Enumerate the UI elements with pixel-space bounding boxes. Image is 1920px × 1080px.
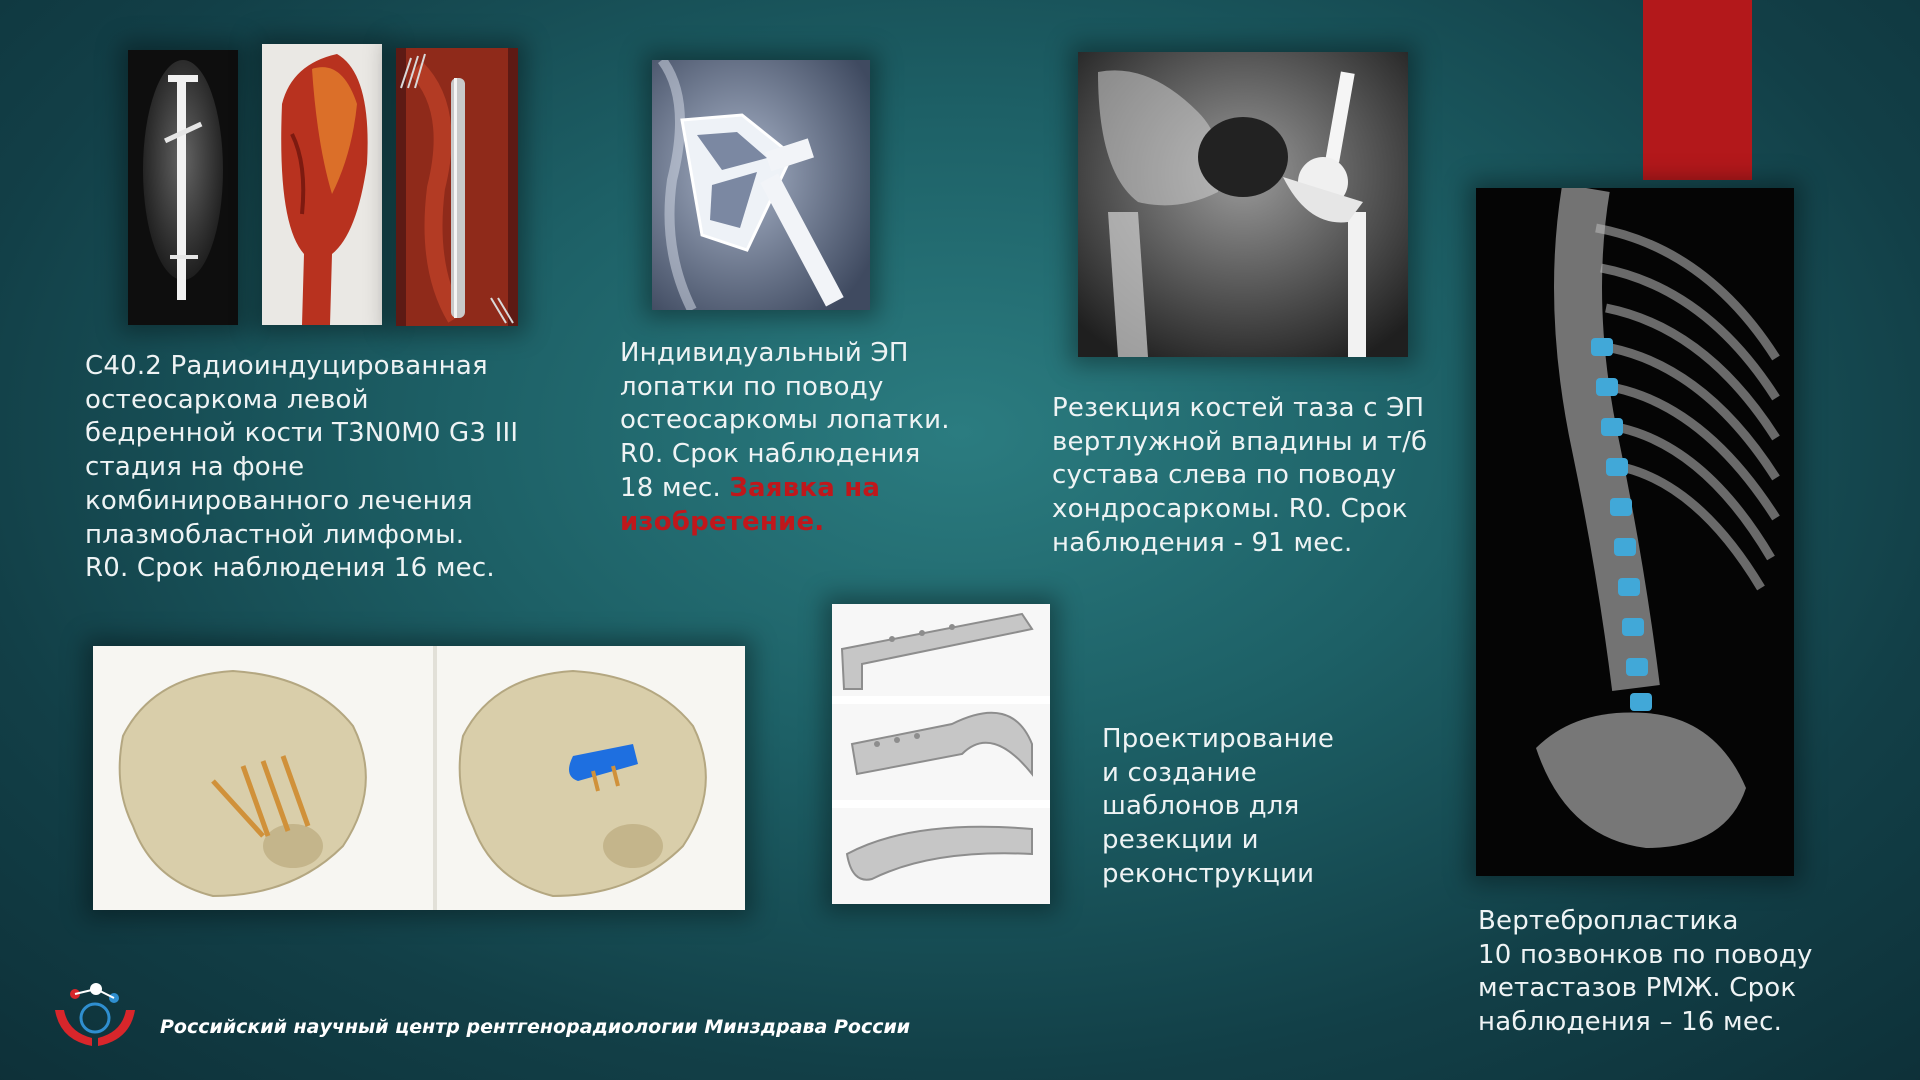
femur-resection-photo bbox=[262, 44, 382, 325]
resection-template-renders bbox=[832, 604, 1050, 904]
red-accent-bar bbox=[1643, 0, 1752, 180]
scapula-implant-xray bbox=[652, 60, 870, 310]
spine-ct-render bbox=[1476, 188, 1794, 876]
femur-implant-photo bbox=[396, 48, 518, 326]
caption-pelvis: Резекция костей таза с ЭП вертлужной впадины и т/б сустава слева по поводу хондросаркомы. R0. Срок наблюдения - 91 мес. bbox=[1052, 393, 1428, 558]
caption-templates: Проектирование и создание шаблонов для резекции и реконструкции bbox=[1102, 724, 1335, 889]
rncrr-logo-icon bbox=[50, 980, 140, 1050]
caption-femur: С40.2 Радиоиндуцированная остеосаркома левой бедренной кости T3N0M0 G3 III стадия на фоне комбинированного лечения плазмобластной лимфомы. R0. Срок наблюдения 16 мес. bbox=[85, 351, 519, 584]
femur-xray-image bbox=[128, 50, 238, 325]
caption-spine: Вертебропластика 10 позвонков по поводу метастазов РМЖ. Срок наблюдения – 16 мес. bbox=[1478, 906, 1813, 1038]
pelvis-3d-models bbox=[93, 646, 745, 910]
patent-application-highlight: Заявка на bbox=[729, 472, 881, 503]
footer-organization-name: Российский научный центр рентгенорадиологии Минздрава России bbox=[160, 1016, 911, 1038]
pelvis-prosthesis-xray bbox=[1078, 52, 1408, 357]
patent-application-highlight-2: изобретение. bbox=[620, 506, 825, 537]
caption-scapula: Индивидуальный ЭП лопатки по поводу остеосаркомы лопатки. R0. Срок наблюдения 18 мес. Заявка на изобретение. bbox=[620, 337, 950, 539]
